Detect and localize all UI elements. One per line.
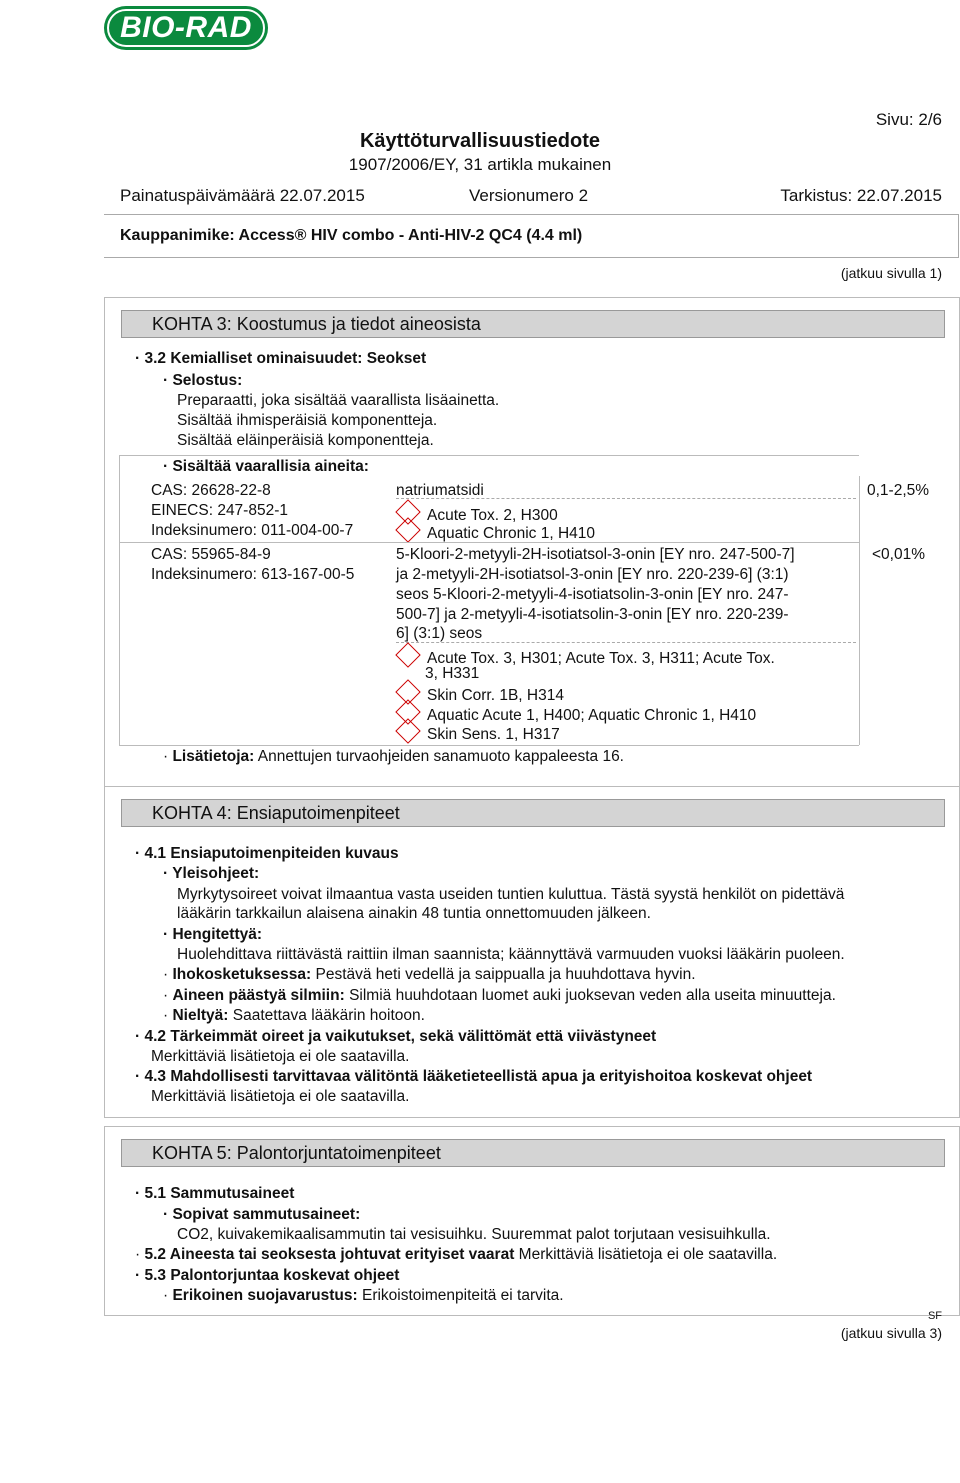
section-5-1-heading: · 5.1 Sammutusaineet xyxy=(135,1185,295,1202)
section-4-2-text: Merkittäviä lisätietoja ei ole saatavilla. xyxy=(151,1048,410,1065)
section-4-3-text: Merkittäviä lisätietoja ei ole saatavilla. xyxy=(151,1088,410,1105)
hazard-statement: Skin Sens. 1, H317 xyxy=(399,723,560,744)
suitable-media-label: · Sopivat sammutusaineet: xyxy=(163,1206,361,1223)
version-number: Versionumero 2 xyxy=(469,186,589,205)
substance-2-concentration: <0,01% xyxy=(872,546,926,563)
hazard-statement: Skin Corr. 1B, H314 xyxy=(399,684,564,705)
eye-contact: · Aineen päästyä silmiin: Silmiä huuhdotaan luomet auki juoksevan veden alla useita minuutteja. xyxy=(163,987,836,1004)
skin-contact: · Ihokosketuksessa: Pestävä heti vedellä ja saippualla ja huuhdottava hyvin. xyxy=(163,966,696,983)
substance-2-name-line: 500-7] ja 2-metyyli-4-isotiatsolin-3-onin [EY nro. 220-239- xyxy=(396,606,789,623)
section-3-2-heading: · 3.2 Kemialliset ominaisuudet: Seokset xyxy=(135,350,427,367)
document-subtitle: 1907/2006/EY, 31 artikla mukainen xyxy=(348,155,612,174)
section-4 xyxy=(104,786,960,1118)
hazard-statement-cont: 3, H331 xyxy=(425,665,480,682)
hazard-statement: Aquatic Acute 1, H400; Aquatic Chronic 1, H410 xyxy=(399,704,756,725)
substance-2-id: Indeksinumero: 613-167-00-5 xyxy=(151,566,355,583)
substance-1-id: CAS: 26628-22-8 xyxy=(151,482,271,499)
section-3 xyxy=(104,297,960,787)
document-title: Käyttöturvallisuustiedote xyxy=(359,130,601,152)
section-5-3-heading: · 5.3 Palontorjuntaa koskevat ohjeet xyxy=(135,1267,400,1284)
language-code: SF xyxy=(927,1310,942,1322)
general-label: · Yleisohjeet: xyxy=(163,865,260,882)
description-label: · Selostus: xyxy=(163,372,243,389)
inhalation-text: Huolehdittava riittävästä raittiin ilman saannista; käännyttävä varmuuden vuoksi lääkärin puoleen. xyxy=(177,946,845,963)
section-4-1-heading: · 4.1 Ensiaputoimenpiteiden kuvaus xyxy=(135,845,399,862)
hazard-statement: Acute Tox. 3, H301; Acute Tox. 3, H311; Acute Tox. xyxy=(399,647,775,668)
substance-2-name-line: ja 2-metyyli-2H-isotiatsol-3-onin [EY nro. 220-239-6] (3:1) xyxy=(396,566,789,583)
revision-date: Tarkistus: 22.07.2015 xyxy=(780,186,942,205)
hazardous-substances-label: · Sisältää vaarallisia aineita: xyxy=(163,458,369,475)
substance-1-name: natriumatsidi xyxy=(396,482,484,499)
bio-rad-logo: BIO-RAD xyxy=(104,6,268,50)
general-text: Myrkytysoireet voivat ilmaantua vasta useiden tuntien kuluttua. Tästä syystä henkilöt on pidettävä xyxy=(177,886,845,903)
substance-1-concentration: 0,1-2,5% xyxy=(867,482,930,499)
substance-2-name-line: 5-Kloori-2-metyyli-2H-isotiatsol-3-onin [EY nro. 247-500-7] xyxy=(396,546,795,563)
substance-1-id: Indeksinumero: 011-004-00-7 xyxy=(151,522,354,539)
inhalation-label: · Hengitettyä: xyxy=(163,926,263,943)
description-line: Sisältää eläinperäisiä komponentteja. xyxy=(177,432,434,449)
additional-info: · Lisätietoja: Annettujen turvaohjeiden sanamuoto kappaleesta 16. xyxy=(163,748,624,765)
substance-2-id: CAS: 55965-84-9 xyxy=(151,546,271,563)
environment-pictogram-icon xyxy=(395,517,420,542)
description-line: Preparaatti, joka sisältää vaarallista lisäainetta. xyxy=(177,392,500,409)
ingestion: · Nieltyä: Saatettava lääkärin hoitoon. xyxy=(163,1007,425,1024)
substance-2-name-line: 6] (3:1) seos xyxy=(396,625,483,642)
substance-2-name-line: seos 5-Kloori-2-metyyli-4-isotiatsolin-3-onin [EY nro. 247- xyxy=(396,586,789,603)
section-4-2-heading: · 4.2 Tärkeimmät oireet ja vaikutukset, sekä välittömät että viivästyneet xyxy=(135,1028,657,1045)
print-date: Painatuspäivämäärä 22.07.2015 xyxy=(120,186,365,205)
substance-1-id: EINECS: 247-852-1 xyxy=(151,502,288,519)
general-text: lääkärin tarkkailun alaisena ainakin 48 tuntia onnettomuuden jälkeen. xyxy=(177,905,651,922)
description-line: Sisältää ihmisperäisiä komponentteja. xyxy=(177,412,438,429)
section-4-3-heading: · 4.3 Mahdollisesti tarvittavaa välitöntä lääketieteellistä apua ja erityishoitoa koskevat ohjeet xyxy=(135,1068,813,1085)
section-3-title: KOHTA 3: Koostumus ja tiedot aineosista xyxy=(121,310,945,338)
section-5 xyxy=(104,1126,960,1316)
exclamation-pictogram-icon xyxy=(395,718,420,743)
protective-equipment: · Erikoinen suojavarustus: Erikoistoimenpiteitä ei tarvita. xyxy=(163,1287,564,1304)
page-number: Sivu: 2/6 xyxy=(875,110,942,129)
section-4-title: KOHTA 4: Ensiaputoimenpiteet xyxy=(121,799,945,827)
continued-from: (jatkuu sivulla 1) xyxy=(840,265,942,281)
trade-name: Kauppanimike: Access® HIV combo - Anti-HIV-2 QC4 (4.4 ml) xyxy=(120,227,583,244)
hazard-statement: Acute Tox. 2, H300 xyxy=(399,504,558,525)
section-5-title: KOHTA 5: Palontorjuntatoimenpiteet xyxy=(121,1139,945,1167)
continued-to: (jatkuu sivulla 3) xyxy=(840,1325,942,1341)
suitable-media-text: CO2, kuivakemikaalisammutin tai vesisuihku. Suuremmat palot torjutaan vesisuihkulla. xyxy=(177,1226,771,1243)
hazard-statement: Aquatic Chronic 1, H410 xyxy=(399,522,595,543)
skull-pictogram-icon xyxy=(395,642,420,667)
section-5-2: · 5.2 Aineesta tai seoksesta johtuvat erityiset vaarat Merkittäviä lisätietoja ei ole saatavilla. xyxy=(135,1246,778,1263)
